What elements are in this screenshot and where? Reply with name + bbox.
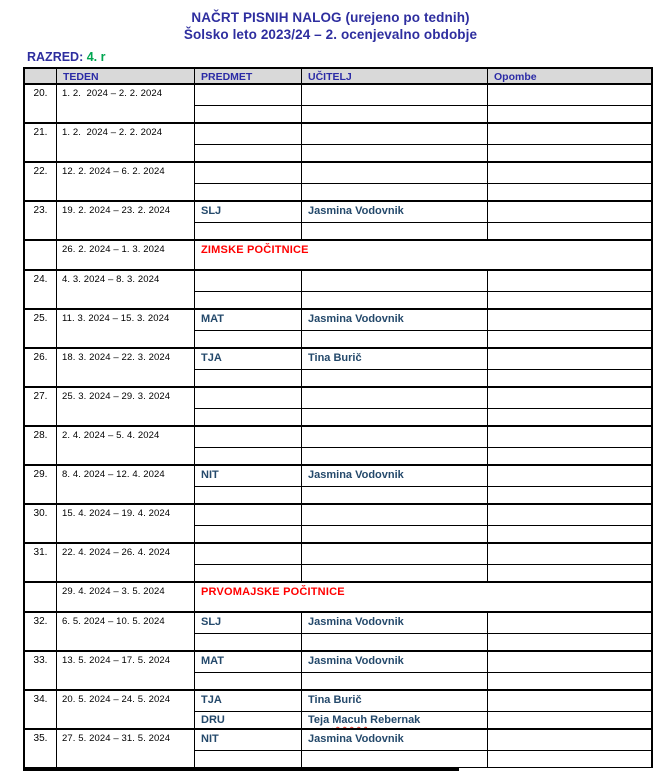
subject-cell <box>194 388 301 408</box>
week-dates: 8. 4. 2024 – 12. 4. 2024 <box>56 466 194 503</box>
week-row <box>25 124 651 163</box>
subject-cell <box>194 486 301 503</box>
week-dates: 1. 2. 2024 – 2. 2. 2024 <box>56 124 194 161</box>
notes-cell <box>487 124 651 144</box>
notes-cell <box>487 388 651 408</box>
week-row <box>25 310 651 349</box>
week-number <box>25 583 56 611</box>
notes-cell <box>487 564 651 581</box>
week-row <box>25 349 651 388</box>
teacher-cell: Teja Macuh Rebernak <box>301 711 487 728</box>
subject-cell <box>194 183 301 200</box>
week-row <box>25 505 651 544</box>
teacher-cell <box>301 505 487 525</box>
notes-cell <box>487 672 651 689</box>
teacher-cell <box>301 525 487 542</box>
teacher-cell: Jasmina Vodovnik <box>301 730 487 750</box>
teacher-cell <box>301 427 487 447</box>
notes-cell <box>487 85 651 105</box>
teacher-cell <box>301 486 487 503</box>
notes-cell <box>487 750 651 767</box>
week-dates: 11. 3. 2024 – 15. 3. 2024 <box>56 310 194 347</box>
vacation-label: ZIMSKE POČITNICE <box>194 241 651 269</box>
notes-cell <box>487 466 651 486</box>
subject-cell <box>194 505 301 525</box>
subject-cell <box>194 427 301 447</box>
week-dates: 26. 2. 2024 – 1. 3. 2024 <box>56 241 194 269</box>
header-week-number <box>25 69 56 83</box>
subject-cell: MAT <box>194 310 301 330</box>
week-number: 24. <box>33 274 48 285</box>
subject-cell <box>194 369 301 386</box>
assignments-table <box>23 67 653 768</box>
week-number <box>25 241 56 269</box>
subject-cell: SLJ <box>194 613 301 633</box>
notes-cell <box>487 691 651 711</box>
teacher-cell: Jasmina Vodovnik <box>301 466 487 486</box>
subject-cell <box>194 330 301 347</box>
teacher-cell: Tina Burič <box>301 349 487 369</box>
notes-cell <box>487 486 651 503</box>
week-number: 34. <box>33 694 48 705</box>
week-dates: 13. 5. 2024 – 17. 5. 2024 <box>56 652 194 689</box>
subject-cell <box>194 447 301 464</box>
notes-cell <box>487 525 651 542</box>
week-number: 29. <box>33 469 48 480</box>
subject-cell <box>194 163 301 183</box>
teacher-cell <box>301 271 487 291</box>
vacation-label: PRVOMAJSKE POČITNICE <box>194 583 651 611</box>
notes-cell <box>487 652 651 672</box>
week-dates: 6. 5. 2024 – 10. 5. 2024 <box>56 613 194 650</box>
teacher-cell <box>301 85 487 105</box>
week-dates: 2. 4. 2024 – 5. 4. 2024 <box>56 427 194 464</box>
notes-cell <box>487 202 651 222</box>
teacher-cell <box>301 330 487 347</box>
week-row <box>25 466 651 505</box>
teacher-cell: Tina Burič <box>301 691 487 711</box>
teacher-cell: Jasmina Vodovnik <box>301 652 487 672</box>
teacher-cell <box>301 408 487 425</box>
week-dates: 18. 3. 2024 – 22. 3. 2024 <box>56 349 194 386</box>
misspelled-word: Macuh <box>332 714 368 726</box>
notes-cell <box>487 633 651 650</box>
week-row <box>25 163 651 202</box>
subject-cell <box>194 633 301 650</box>
notes-cell <box>487 291 651 308</box>
notes-cell <box>487 505 651 525</box>
teacher-cell: Jasmina Vodovnik <box>301 310 487 330</box>
week-dates: 20. 5. 2024 – 24. 5. 2024 <box>56 691 194 728</box>
vacation-row <box>25 241 651 271</box>
subject-cell <box>194 105 301 122</box>
week-number: 33. <box>33 655 48 666</box>
week-dates: 29. 4. 2024 – 3. 5. 2024 <box>56 583 194 611</box>
notes-cell <box>487 369 651 386</box>
teacher-cell <box>301 124 487 144</box>
week-dates: 15. 4. 2024 – 19. 4. 2024 <box>56 505 194 542</box>
teacher-cell <box>301 183 487 200</box>
week-row <box>25 652 651 691</box>
teacher-cell <box>301 144 487 161</box>
notes-cell <box>487 105 651 122</box>
week-number: 31. <box>33 547 48 558</box>
teacher-cell <box>301 633 487 650</box>
notes-cell <box>487 447 651 464</box>
teacher-cell: Jasmina Vodovnik <box>301 613 487 633</box>
week-row <box>25 613 651 652</box>
week-number: 30. <box>33 508 48 519</box>
teacher-cell: Jasmina Vodovnik <box>301 202 487 222</box>
subject-cell <box>194 291 301 308</box>
week-row <box>25 730 651 767</box>
notes-cell <box>487 730 651 750</box>
week-number: 26. <box>33 352 48 363</box>
class-line <box>27 50 661 65</box>
class-value: 4. r <box>86 50 106 64</box>
teacher-cell <box>301 369 487 386</box>
week-row <box>25 388 651 427</box>
subject-cell <box>194 408 301 425</box>
subject-cell <box>194 544 301 564</box>
subject-cell: TJA <box>194 349 301 369</box>
subject-cell <box>194 85 301 105</box>
notes-cell <box>487 544 651 564</box>
notes-cell <box>487 183 651 200</box>
week-dates: 4. 3. 2024 – 8. 3. 2024 <box>56 271 194 308</box>
week-row <box>25 427 651 466</box>
week-number: 20. <box>33 88 48 99</box>
subject-cell <box>194 564 301 581</box>
notes-cell <box>487 310 651 330</box>
teacher-cell <box>301 447 487 464</box>
subject-cell <box>194 144 301 161</box>
table-body <box>25 85 651 767</box>
subject-cell: NIT <box>194 730 301 750</box>
week-row <box>25 691 651 730</box>
header-opombe: Opombe <box>487 69 651 83</box>
week-dates: 19. 2. 2024 – 23. 2. 2024 <box>56 202 194 239</box>
subject-cell <box>194 271 301 291</box>
week-row <box>25 85 651 124</box>
week-dates: 25. 3. 2024 – 29. 3. 2024 <box>56 388 194 425</box>
week-dates: 27. 5. 2024 – 31. 5. 2024 <box>56 730 194 767</box>
subject-cell <box>194 750 301 767</box>
notes-cell <box>487 163 651 183</box>
teacher-cell <box>301 672 487 689</box>
notes-cell <box>487 144 651 161</box>
teacher-cell <box>301 750 487 767</box>
notes-cell <box>487 427 651 447</box>
week-row <box>25 202 651 241</box>
subject-cell: SLJ <box>194 202 301 222</box>
class-label: RAZRED: <box>27 50 84 64</box>
subject-cell <box>194 222 301 239</box>
notes-cell <box>487 349 651 369</box>
week-dates: 1. 2. 2024 – 2. 2. 2024 <box>56 85 194 122</box>
week-row <box>25 271 651 310</box>
week-dates: 22. 4. 2024 – 26. 4. 2024 <box>56 544 194 581</box>
teacher-cell <box>301 222 487 239</box>
week-number: 35. <box>33 733 48 744</box>
week-number: 22. <box>33 166 48 177</box>
notes-cell <box>487 330 651 347</box>
subject-cell: DRU <box>194 711 301 728</box>
subject-cell: TJA <box>194 691 301 711</box>
week-number: 25. <box>33 313 48 324</box>
week-number: 32. <box>33 616 48 627</box>
table-header-row <box>25 69 651 85</box>
week-number: 28. <box>33 430 48 441</box>
teacher-cell <box>301 105 487 122</box>
notes-cell <box>487 271 651 291</box>
vacation-row <box>25 583 651 613</box>
week-number: 23. <box>33 205 48 216</box>
teacher-cell <box>301 163 487 183</box>
header-predmet: PREDMET <box>194 69 301 83</box>
notes-cell <box>487 408 651 425</box>
subject-cell <box>194 525 301 542</box>
document-header <box>0 0 661 43</box>
notes-cell <box>487 711 651 728</box>
teacher-cell <box>301 291 487 308</box>
teacher-cell <box>301 564 487 581</box>
document-title: NAČRT PISNIH NALOG (urejeno po tednih) <box>191 10 470 25</box>
subject-cell: MAT <box>194 652 301 672</box>
notes-cell <box>487 222 651 239</box>
subject-cell <box>194 672 301 689</box>
subject-cell <box>194 124 301 144</box>
week-number: 21. <box>33 127 48 138</box>
teacher-cell <box>301 388 487 408</box>
header-teden: TEDEN <box>56 69 194 83</box>
header-ucitelj: UČITELJ <box>301 69 487 83</box>
week-number: 27. <box>33 391 48 402</box>
subject-cell: NIT <box>194 466 301 486</box>
teacher-cell <box>301 544 487 564</box>
notes-cell <box>487 613 651 633</box>
week-dates: 12. 2. 2024 – 6. 2. 2024 <box>56 163 194 200</box>
week-row <box>25 544 651 583</box>
table-bottom-border <box>23 767 459 771</box>
document-subtitle: Šolsko leto 2023/24 – 2. ocenjevalno obdobje <box>183 27 478 42</box>
